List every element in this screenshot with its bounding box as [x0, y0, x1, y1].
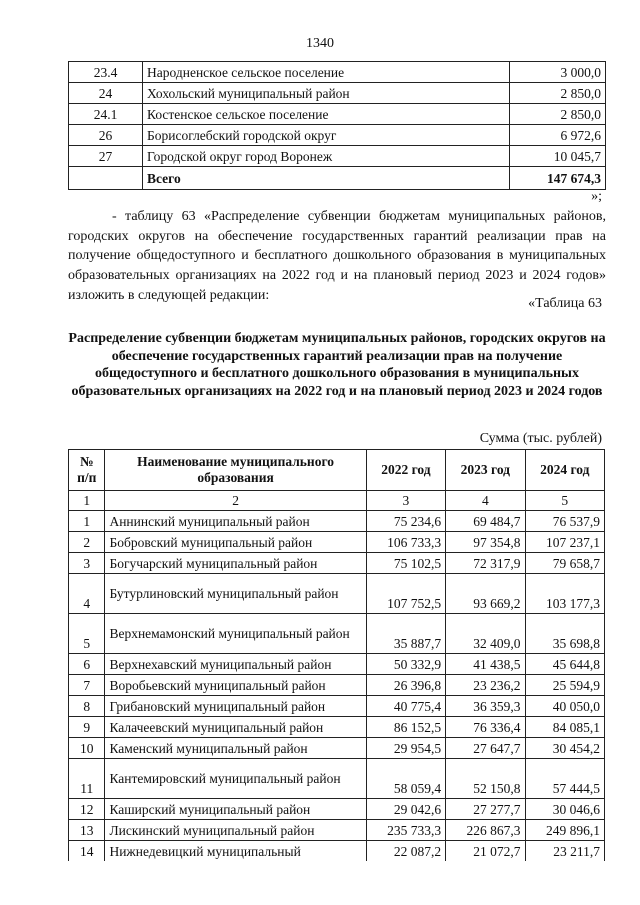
value-2022: 106 733,3: [366, 532, 445, 553]
table-heading: Распределение субвенции бюджетам муниципальных районов, городских округов на обеспечение государственных гарантий реализации прав на получение общедоступного и бесплатного дошкольного образования в муниципальных образовательных организациях на 2022 год и на плановый период 2023 и 2024 годов: [68, 331, 606, 400]
table-row: [69, 799, 605, 820]
value-2022: 75 234,6: [366, 511, 445, 532]
value-2022: 40 775,4: [366, 696, 445, 717]
value-2024: 249 896,1: [525, 820, 604, 841]
table-row: [69, 511, 605, 532]
row-name: Воробьевский муниципальный район: [105, 675, 366, 696]
row-name: Верхнехавский муниципальный район: [105, 654, 366, 675]
row-number: 27: [69, 146, 143, 167]
value-2024: 35 698,8: [525, 614, 604, 654]
row-number: 12: [69, 799, 105, 820]
table-row: [69, 553, 605, 574]
total-row: [69, 167, 606, 190]
value-2024: 25 594,9: [525, 675, 604, 696]
value-2022: 26 396,8: [366, 675, 445, 696]
table-row: [69, 654, 605, 675]
value-2022: 22 087,2: [366, 841, 445, 862]
value-2022: 235 733,3: [366, 820, 445, 841]
value-2023: 41 438,5: [446, 654, 525, 675]
paragraph-text: - таблицу 63 «Распределение субвенции бюджетам муниципальных районов, городских округов на обеспечение государственных гарантий реализации прав на получение общедоступного и бесплатного дошкольного образования в муниципальных образовательных организациях на 2022 год и на плановый период 2023 и 2024 годов» изложить в следующей редакции:: [68, 209, 606, 303]
row-name: Калачеевский муниципальный район: [105, 717, 366, 738]
row-number: 10: [69, 738, 105, 759]
table-row: [69, 125, 606, 146]
row-name: Каширский муниципальный район: [105, 799, 366, 820]
table-row: [69, 675, 605, 696]
row-name: Бобровский муниципальный район: [105, 532, 366, 553]
row-name: Нижнедевицкий муниципальный: [105, 841, 366, 862]
value-2022: 29 954,5: [366, 738, 445, 759]
value-2023: 23 236,2: [446, 675, 525, 696]
value-2023: 72 317,9: [446, 553, 525, 574]
row-number: 2: [69, 532, 105, 553]
value-2023: 226 867,3: [446, 820, 525, 841]
value-2022: 35 887,7: [366, 614, 445, 654]
value-2024: 23 211,7: [525, 841, 604, 862]
table-row: [69, 717, 605, 738]
value-2022: 58 059,4: [366, 759, 445, 799]
closing-quote: »;: [591, 189, 602, 204]
value-2024: 103 177,3: [525, 574, 604, 614]
previous-table: [68, 61, 606, 190]
header-name: Наименование муниципального образования: [105, 450, 366, 491]
header-number: № п/п: [69, 450, 105, 491]
row-name: Богучарский муниципальный район: [105, 553, 366, 574]
table-row: [69, 574, 605, 614]
page-number: 1340: [306, 36, 334, 51]
row-name: Народненское сельское поселение: [143, 62, 510, 83]
header-2024: 2024 год: [525, 450, 604, 491]
row-name: Кантемировский муниципальный район: [105, 759, 366, 799]
row-number: 4: [69, 574, 105, 614]
value-2023: 97 354,8: [446, 532, 525, 553]
row-name: Лискинский муниципальный район: [105, 820, 366, 841]
subvention-table: [68, 449, 605, 861]
column-number: 3: [366, 491, 445, 511]
value-2024: 76 537,9: [525, 511, 604, 532]
header-2023: 2023 год: [446, 450, 525, 491]
table-row: [69, 738, 605, 759]
header-2022: 2022 год: [366, 450, 445, 491]
row-name: Каменский муниципальный район: [105, 738, 366, 759]
table-row: [69, 759, 605, 799]
value-2024: 30 046,6: [525, 799, 604, 820]
row-number: 26: [69, 125, 143, 146]
table-row: [69, 696, 605, 717]
table-row: [69, 83, 606, 104]
value-2023: 36 359,3: [446, 696, 525, 717]
row-number: 9: [69, 717, 105, 738]
value-2024: 40 050,0: [525, 696, 604, 717]
value-2024: 45 644,8: [525, 654, 604, 675]
value-2023: 69 484,7: [446, 511, 525, 532]
row-name: Костенское сельское поселение: [143, 104, 510, 125]
row-number: 24.1: [69, 104, 143, 125]
value-2024: 30 454,2: [525, 738, 604, 759]
row-name: Хохольский муниципальный район: [143, 83, 510, 104]
value-2022: 86 152,5: [366, 717, 445, 738]
table-row: [69, 820, 605, 841]
column-number: 2: [105, 491, 366, 511]
value-2024: 79 658,7: [525, 553, 604, 574]
table-label: «Таблица 63: [528, 296, 602, 311]
value-2023: 27 647,7: [446, 738, 525, 759]
value-2022: 75 102,5: [366, 553, 445, 574]
column-number-row: [69, 491, 605, 511]
row-number: 23.4: [69, 62, 143, 83]
value-2022: 107 752,5: [366, 574, 445, 614]
value-2023: 21 072,7: [446, 841, 525, 862]
row-value: 6 972,6: [510, 125, 606, 146]
units-caption: Сумма (тыс. рублей): [479, 431, 602, 446]
row-name: Бутурлиновский муниципальный район: [105, 574, 366, 614]
row-name: Борисоглебский городской округ: [143, 125, 510, 146]
value-2023: 32 409,0: [446, 614, 525, 654]
row-number: 11: [69, 759, 105, 799]
value-2022: 29 042,6: [366, 799, 445, 820]
column-number: 1: [69, 491, 105, 511]
row-name: Аннинский муниципальный район: [105, 511, 366, 532]
row-number: 13: [69, 820, 105, 841]
row-value: 2 850,0: [510, 83, 606, 104]
table-row: [69, 104, 606, 125]
row-number: 1: [69, 511, 105, 532]
header-row: [69, 450, 605, 491]
total-value: 147 674,3: [510, 167, 606, 190]
row-number: 24: [69, 83, 143, 104]
table-row: [69, 614, 605, 654]
table-row: [69, 532, 605, 553]
amendment-paragraph: [68, 207, 606, 306]
row-value: 3 000,0: [510, 62, 606, 83]
value-2023: 93 669,2: [446, 574, 525, 614]
row-number: 6: [69, 654, 105, 675]
row-name: Городской округ город Воронеж: [143, 146, 510, 167]
table-row: [69, 62, 606, 83]
row-number: 5: [69, 614, 105, 654]
row-number: 14: [69, 841, 105, 862]
value-2024: 84 085,1: [525, 717, 604, 738]
value-2022: 50 332,9: [366, 654, 445, 675]
table-row: [69, 146, 606, 167]
row-value: 2 850,0: [510, 104, 606, 125]
total-label: Всего: [143, 167, 510, 190]
row-number: 7: [69, 675, 105, 696]
value-2023: 52 150,8: [446, 759, 525, 799]
row-number: 8: [69, 696, 105, 717]
row-name: Верхнемамонский муниципальный район: [105, 614, 366, 654]
value-2023: 27 277,7: [446, 799, 525, 820]
row-name: Грибановский муниципальный район: [105, 696, 366, 717]
value-2024: 107 237,1: [525, 532, 604, 553]
value-2024: 57 444,5: [525, 759, 604, 799]
column-number: 4: [446, 491, 525, 511]
value-2023: 76 336,4: [446, 717, 525, 738]
row-value: 10 045,7: [510, 146, 606, 167]
total-empty-cell: [69, 167, 143, 190]
table-row: [69, 841, 605, 862]
row-number: 3: [69, 553, 105, 574]
column-number: 5: [525, 491, 604, 511]
